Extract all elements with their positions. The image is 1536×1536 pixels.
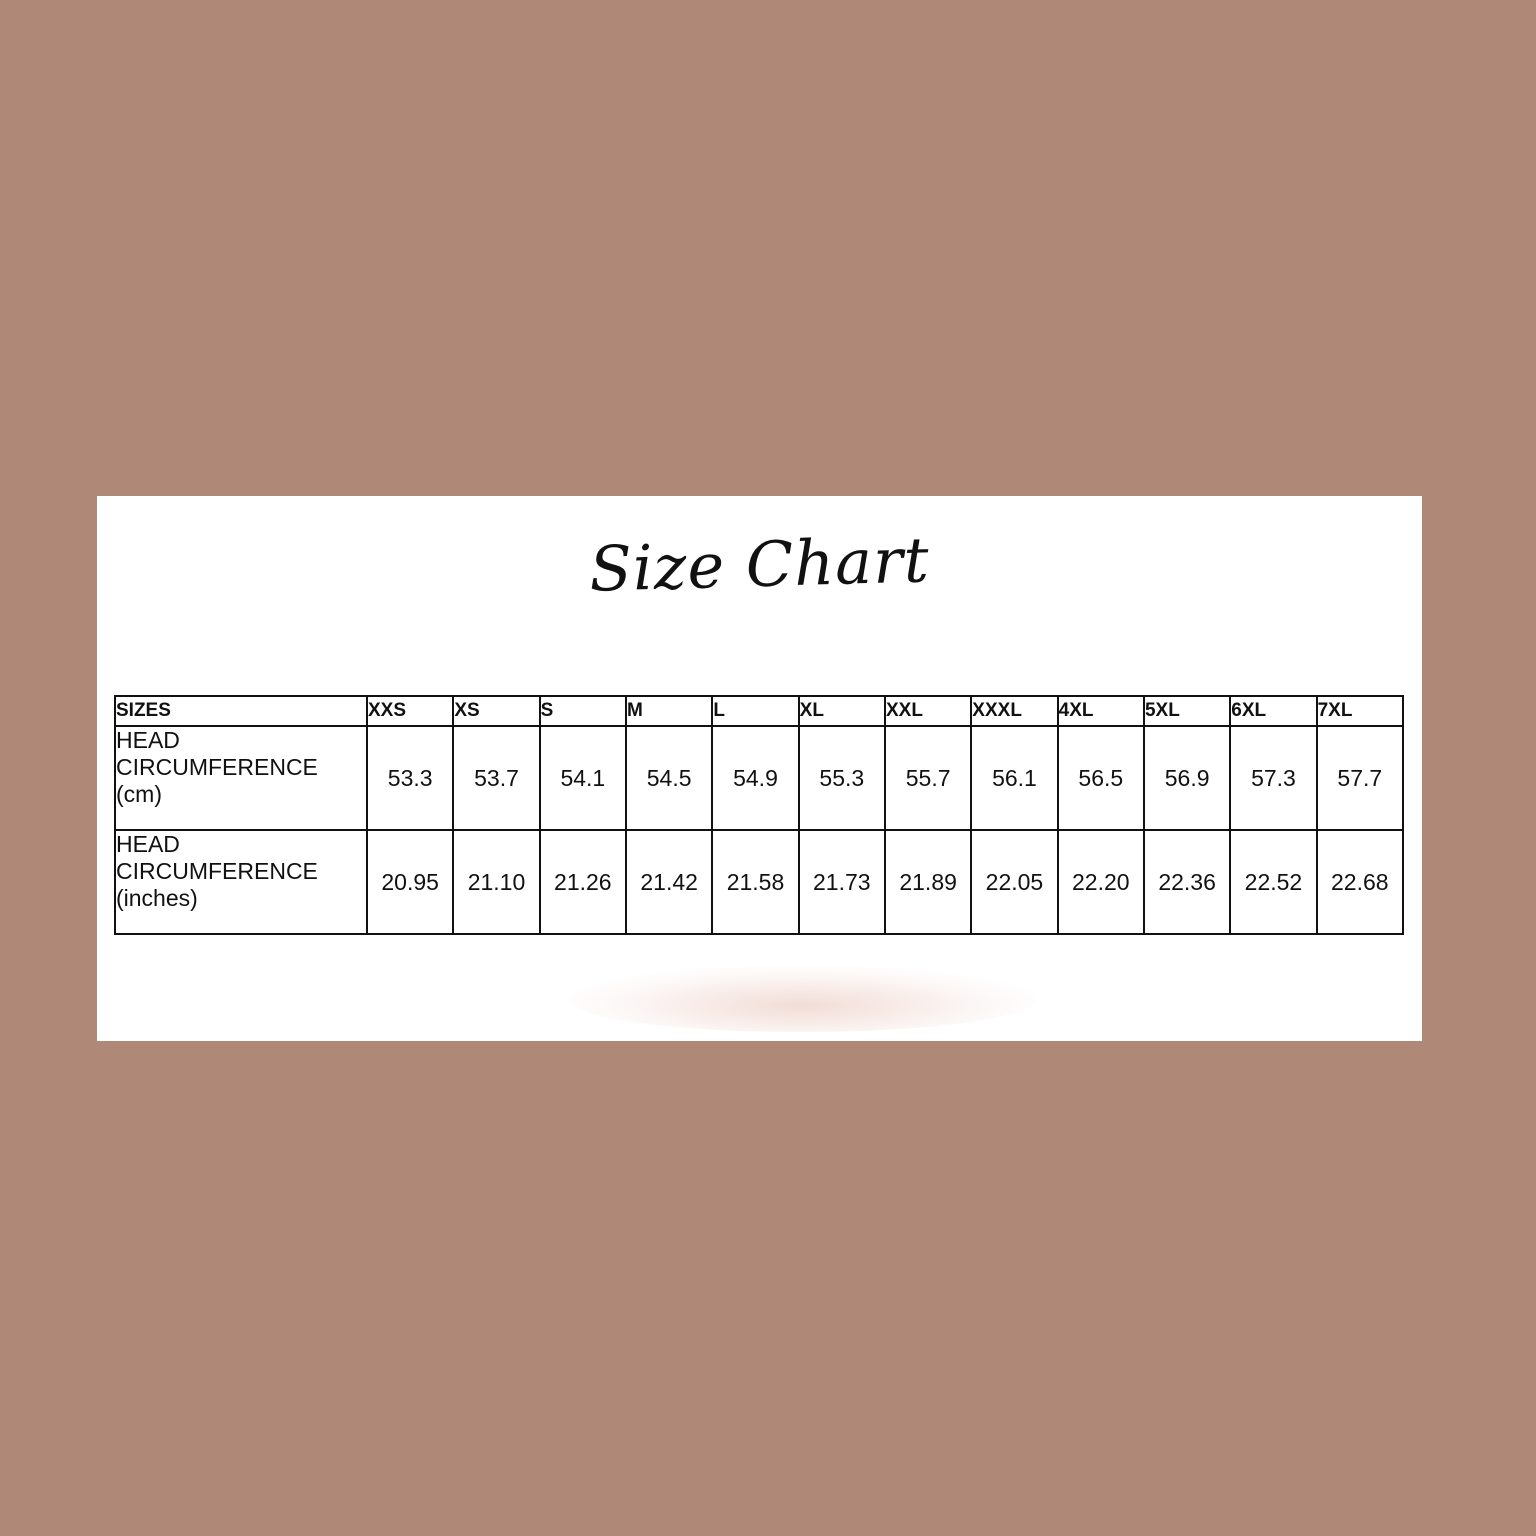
cell-cm-xxl: 55.7 <box>885 726 971 830</box>
column-header-xxl: XXL <box>885 696 971 726</box>
column-header-l: L <box>712 696 798 726</box>
column-header-xxs: XXS <box>367 696 453 726</box>
column-header-sizes: SIZES <box>115 696 367 726</box>
cell-cm-xl: 55.3 <box>799 726 885 830</box>
cell-in-4xl: 22.20 <box>1058 830 1144 934</box>
cell-cm-7xl: 57.7 <box>1317 726 1403 830</box>
row-label-head-circumference-inches: HEAD CIRCUMFERENCE (inches) <box>115 830 367 934</box>
size-chart-card <box>97 496 1422 1041</box>
decorative-smudge <box>567 966 1037 1032</box>
table-row <box>115 830 1403 934</box>
column-header-xl: XL <box>799 696 885 726</box>
cell-in-l: 21.58 <box>712 830 798 934</box>
cell-cm-xs: 53.7 <box>453 726 539 830</box>
cell-cm-xxxl: 56.1 <box>971 726 1057 830</box>
column-header-7xl: 7XL <box>1317 696 1403 726</box>
cell-cm-6xl: 57.3 <box>1230 726 1316 830</box>
cell-in-xl: 21.73 <box>799 830 885 934</box>
cell-cm-4xl: 56.5 <box>1058 726 1144 830</box>
cell-in-7xl: 22.68 <box>1317 830 1403 934</box>
cell-in-xxxl: 22.05 <box>971 830 1057 934</box>
row-label-head-circumference-cm: HEAD CIRCUMFERENCE (cm) <box>115 726 367 830</box>
table-row <box>115 726 1403 830</box>
cell-in-s: 21.26 <box>540 830 626 934</box>
cell-in-xxs: 20.95 <box>367 830 453 934</box>
size-chart-table <box>114 695 1404 935</box>
cell-in-5xl: 22.36 <box>1144 830 1230 934</box>
column-header-4xl: 4XL <box>1058 696 1144 726</box>
cell-cm-xxs: 53.3 <box>367 726 453 830</box>
cell-cm-s: 54.1 <box>540 726 626 830</box>
cell-cm-l: 54.9 <box>712 726 798 830</box>
column-header-m: M <box>626 696 712 726</box>
column-header-xs: XS <box>453 696 539 726</box>
cell-cm-5xl: 56.9 <box>1144 726 1230 830</box>
page-title: Size Chart <box>588 523 931 606</box>
column-header-s: S <box>540 696 626 726</box>
table-header-row <box>115 696 1403 726</box>
cell-cm-m: 54.5 <box>626 726 712 830</box>
column-header-5xl: 5XL <box>1144 696 1230 726</box>
column-header-xxxl: XXXL <box>971 696 1057 726</box>
cell-in-xs: 21.10 <box>453 830 539 934</box>
cell-in-m: 21.42 <box>626 830 712 934</box>
column-header-6xl: 6XL <box>1230 696 1316 726</box>
cell-in-6xl: 22.52 <box>1230 830 1316 934</box>
cell-in-xxl: 21.89 <box>885 830 971 934</box>
